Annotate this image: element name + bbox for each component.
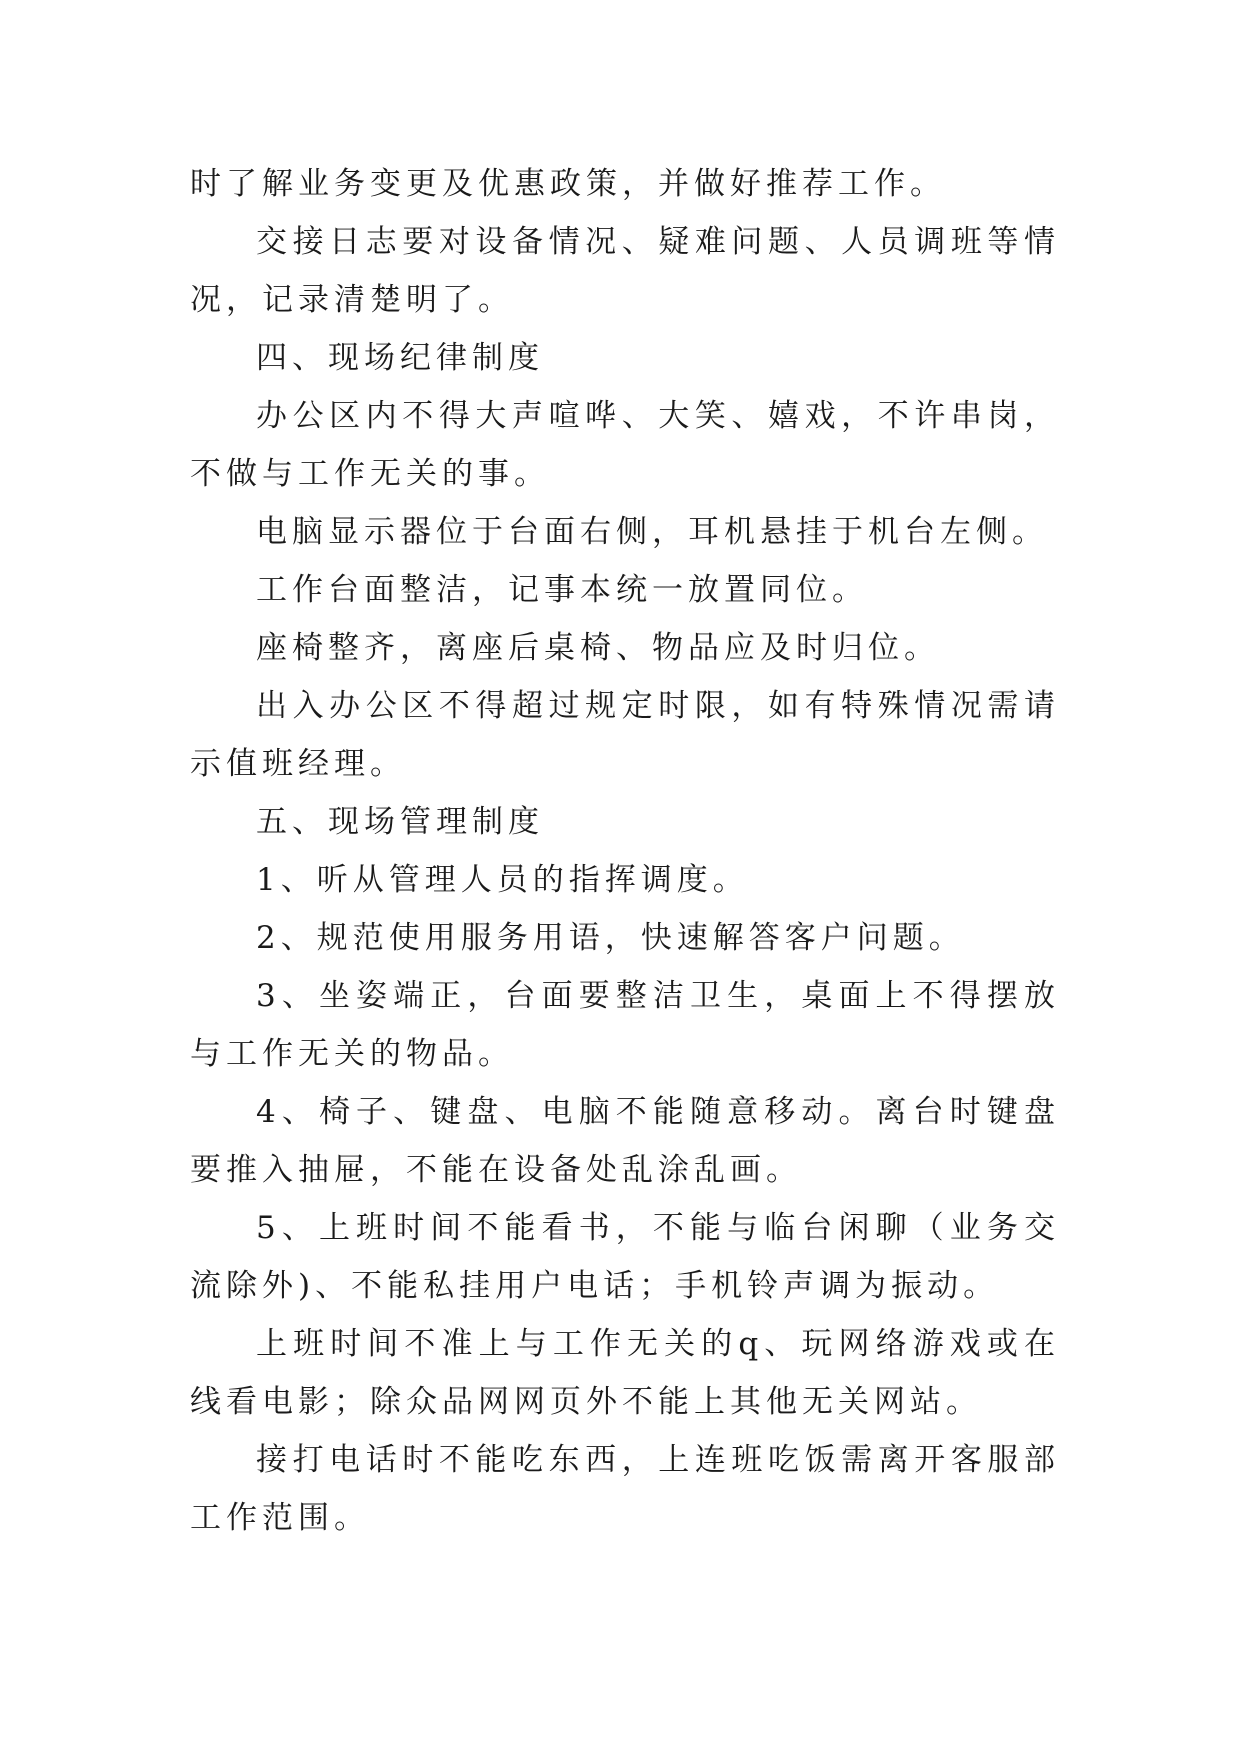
list-item-4: 4、椅子、键盘、电脑不能随意移动。离台时键盘要推入抽屉，不能在设备处乱涂乱画。 xyxy=(190,1094,1060,1188)
paragraph-time-limit: 出入办公区不得超过规定时限，如有特殊情况需请示值班经理。 xyxy=(190,688,1060,782)
paragraph-chairs: 座椅整齐，离座后桌椅、物品应及时归位。 xyxy=(256,630,940,666)
document-body xyxy=(190,155,1060,1547)
paragraph-handover-log: 交接日志要对设备情况、疑难问题、人员调班等情况，记录清楚明了。 xyxy=(190,224,1060,318)
list-item-5: 5、上班时间不能看书，不能与临台闲聊（业务交流除外)、不能私挂用户电话；手机铃声调为振动。 xyxy=(190,1210,1060,1304)
paragraph-continuation: 时了解业务变更及优惠政策，并做好推荐工作。 xyxy=(190,166,946,202)
list-item-3: 3、坐姿端正，台面要整洁卫生，桌面上不得摆放与工作无关的物品。 xyxy=(190,978,1060,1072)
paragraph-internet-use: 上班时间不准上与工作无关的q、玩网络游戏或在线看电影；除众品网网页外不能上其他无关网站。 xyxy=(190,1326,1060,1420)
list-item-1: 1、听从管理人员的指挥调度。 xyxy=(256,862,749,898)
paragraph-eating: 接打电话时不能吃东西，上连班吃饭需离开客服部工作范围。 xyxy=(190,1442,1060,1536)
paragraph-desk-tidy: 工作台面整洁，记事本统一放置同位。 xyxy=(256,572,868,608)
paragraph-monitor-position: 电脑显示器位于台面右侧，耳机悬挂于机台左侧。 xyxy=(256,514,1048,550)
section-heading-discipline: 四、现场纪律制度 xyxy=(256,340,544,376)
section-heading-management: 五、现场管理制度 xyxy=(256,804,544,840)
paragraph-office-conduct: 办公区内不得大声喧哗、大笑、嬉戏，不许串岗，不做与工作无关的事。 xyxy=(190,398,1060,492)
list-item-2: 2、规范使用服务用语，快速解答客户问题。 xyxy=(256,920,965,956)
